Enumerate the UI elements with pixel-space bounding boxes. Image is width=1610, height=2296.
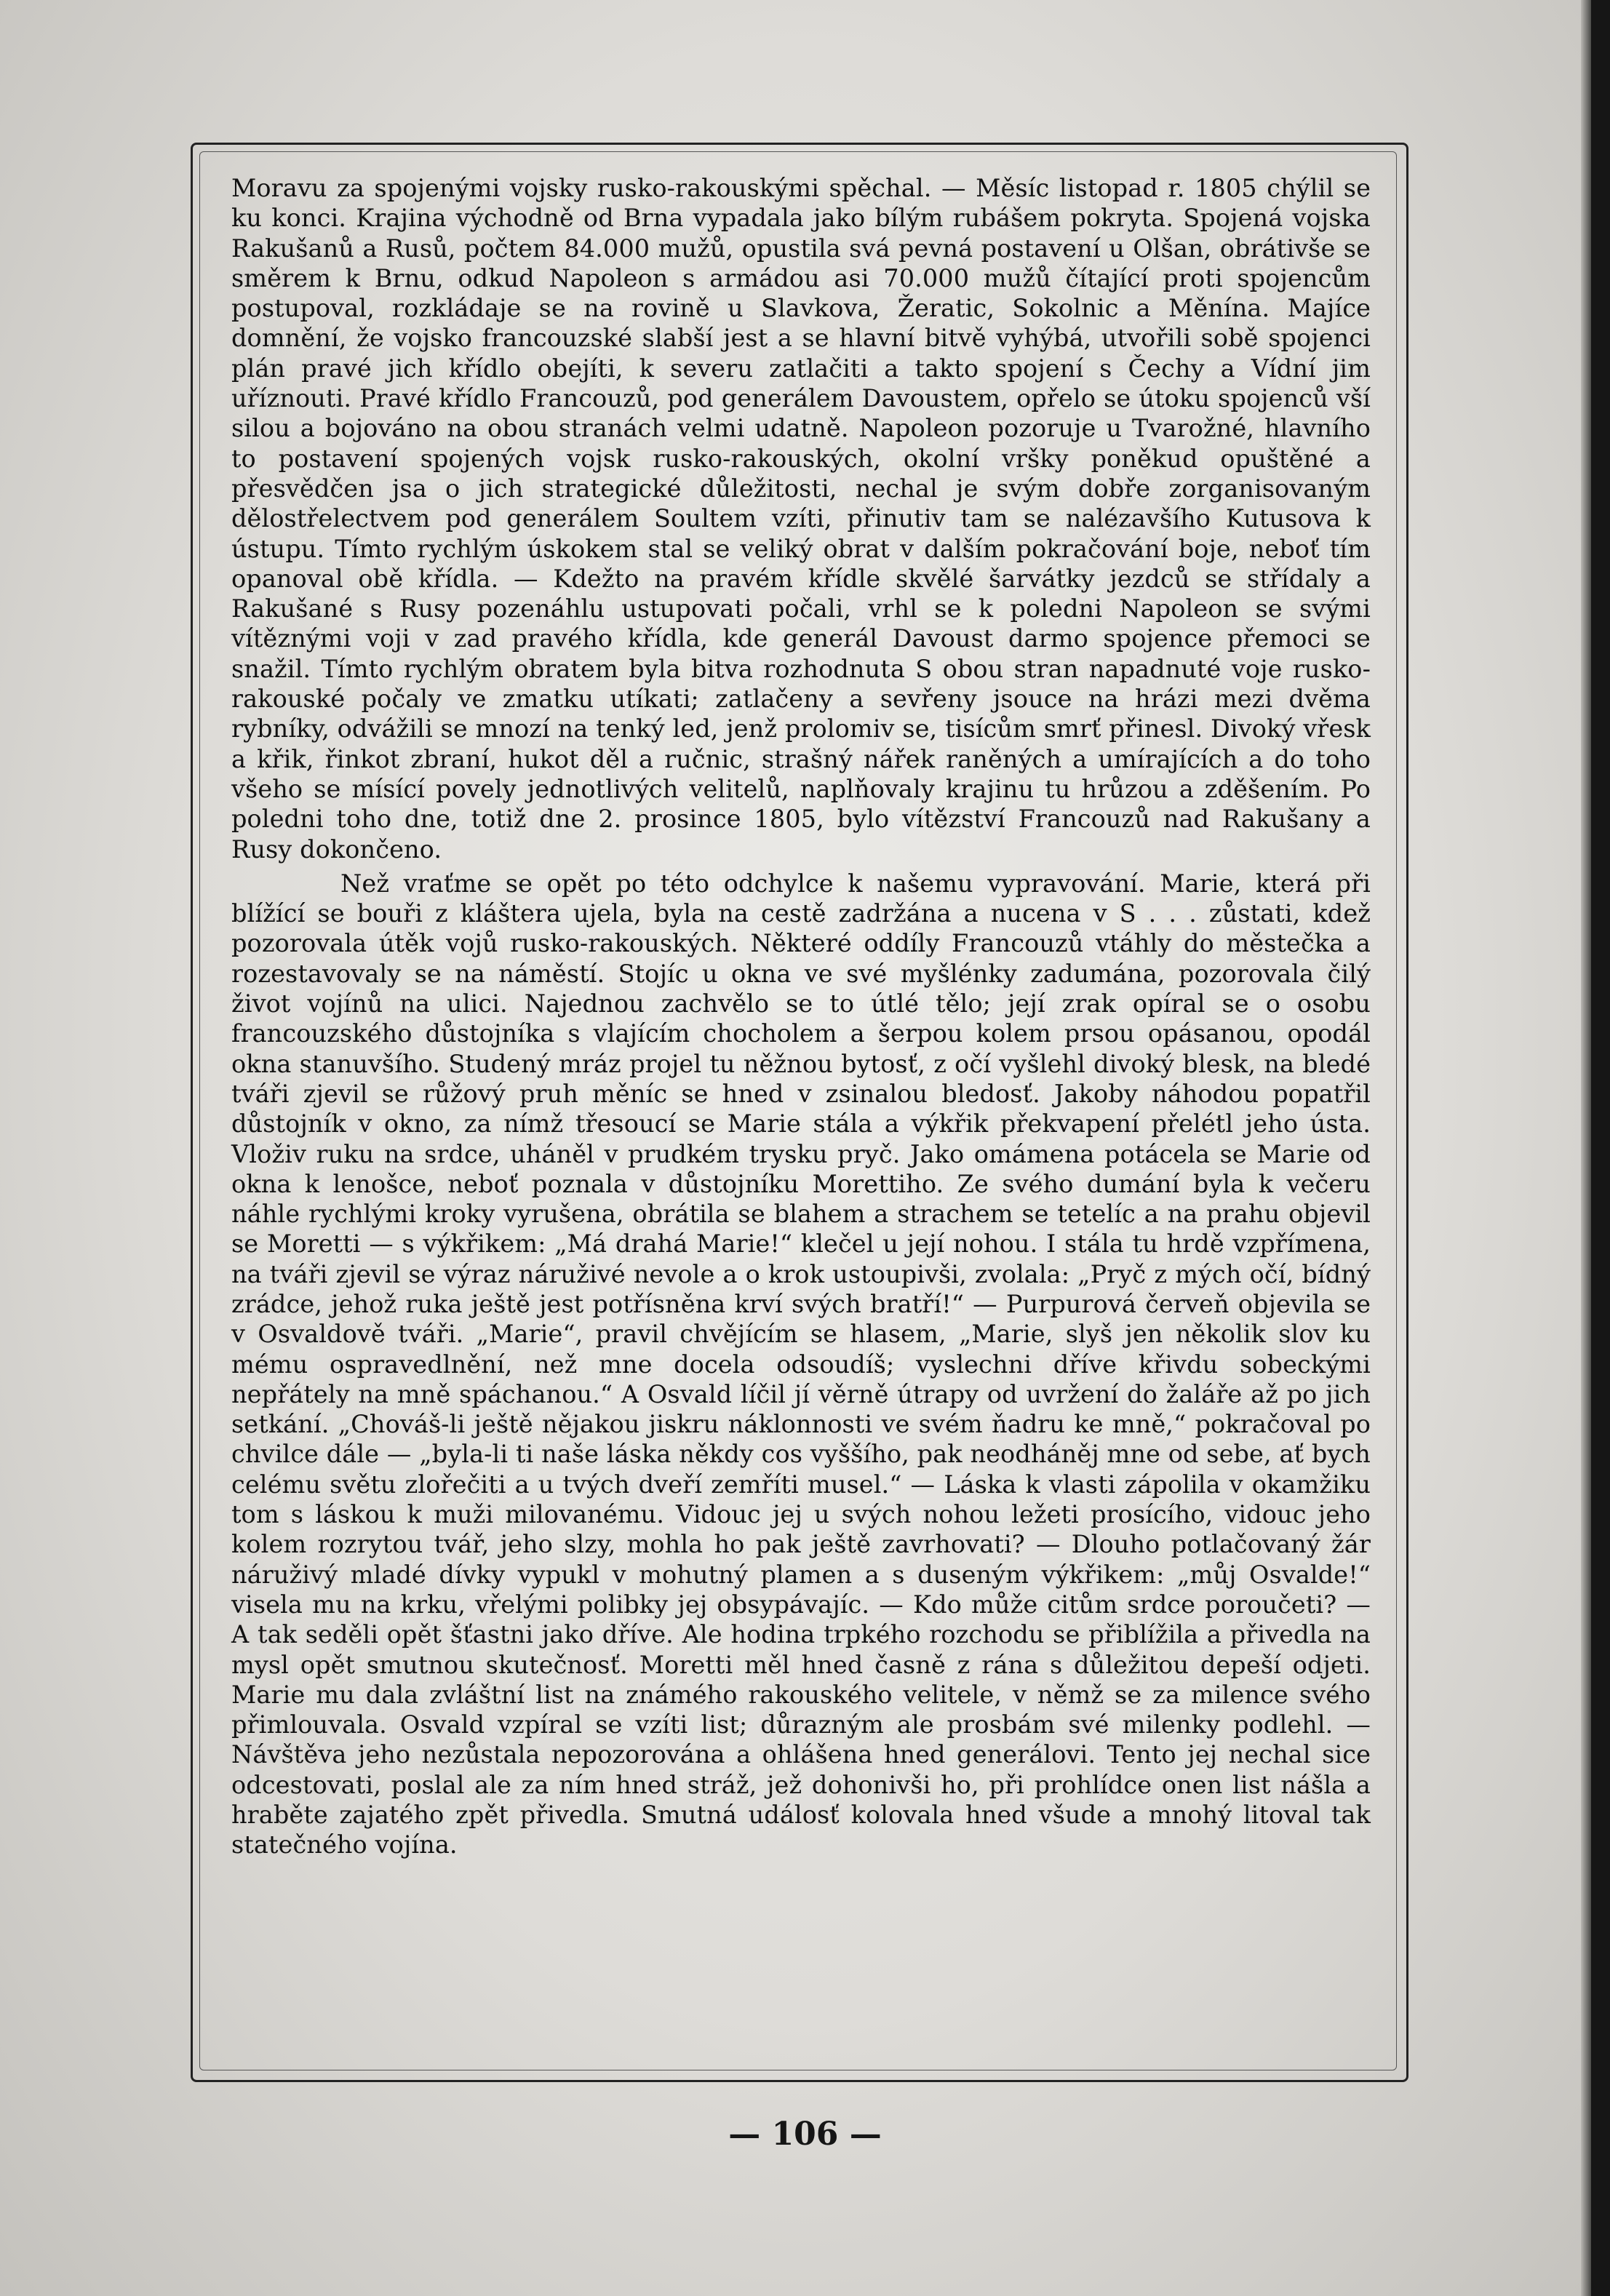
- book-edge: [1591, 0, 1610, 2296]
- page-edge-shadow: [1581, 0, 1591, 2296]
- page-number: — 106 —: [728, 2116, 882, 2153]
- paragraph-battle: Moravu za spojenými vojsky rusko-rakouskými spěchal. — Měsíc listopad r. 1805 chýlil se ku konci. Krajina východně od Brna vypadala jako bílým rubášem pokryta. Spojená vojska Rakušanů a Rusů, počtem 84.000 mužů, opustila svá pevná postavení u Olšan, obrátivše se směrem k Brnu, odkud Napoleon s armádou asi 70.000 mužů čítající proti spojencům postupoval, rozkládaje se na rovině u Slavkova, Žeratic, Sokolnic a Měnína. Majíce domnění, že vojsko francouzské slabší jest a se hlavní bitvě vyhýbá, utvořili sobě spojenci plán pravé jich křídlo obejíti, k severu zatlačiti a takto spojení s Čechy a Vídní jim uříznouti. Pravé křídlo Francouzů, pod generálem Davoustem, opřelo se útoku spojenců vší silou a bojováno na obou stranách velmi udatně. Napoleon pozoruje u Tvarožné, hlavního to postavení spojených vojsk rusko-rakouských, okolní vršky poněkud opuštěné a přesvědčen jsa o jich strategické důležitosti, nechal je svým dobře zorganisovaným dělostřelectvem pod generálem Soultem vzíti, přinutiv tam se nalézavšího Kutusova k ústupu. Tímto rychlým úskokem stal se veliký obrat v dalším pokračování boje, neboť tím opanoval obě křídla. — Kdežto na pravém křídle skvělé šarvátky jezdců se střídaly a Rakušané s Rusy pozenáhlu ustupovati počali, vrhl se k poledni Napoleon se svými vítěznými voji v zad pravého křídla, kde generál Davoust darmo spojence přemoci se snažil. Tímto rychlým obratem byla bitva rozhodnuta S obou stran napadnuté voje rusko-rakouské počaly ve zmatku utíkati; zatlačeny a sevřeny jsouce na hrázi mezi dvěma rybníky, odvážili se mnozí na tenký led, jenž prolomiv se, tisícům smrť přinesl. Divoký vřesk a křik, řinkot zbraní, hukot děl a ručnic, strašný nářek raněných a umírajících a do toho všeho se mísící povely jednotlivých velitelů, naplňovaly krajinu tu hrůzou a zděšením. Po poledni toho dne, totiž dne 2. prosince 1805, bylo vítězství Francouzů nad Rakušany a Rusy dokončeno.: [231, 174, 1371, 864]
- page-body: [231, 173, 1371, 1860]
- paragraph-marie: Než vraťme se opět po této odchylce k našemu vypravování. Marie, která při blížící se bouři z kláštera ujela, byla na cestě zadržána a nucena v S . . . zůstati, kdež pozorovala útěk vojů rusko-rakouských. Některé oddíly Francouzů vtáhly do městečka a rozestavovaly se na náměstí. Stojíc u okna ve své myšlénky zadumána, pozorovala čilý život vojínů na ulici. Najednou zachvělo se to útlé tělo; její zrak opíral se o osobu francouzského důstojníka s vlajícím chocholem a šerpou kolem prsou opásanou, opodál okna stanuvšího. Studený mráz projel tu něžnou bytosť, z očí vyšlehl divoký blesk, na bledé tváři zjevil se růžový pruh měníc se hned v zsinalou bledosť. Jakoby náhodou popatřil důstojník v okno, za nímž třesoucí se Marie stála a výkřik překvapení přelétl jeho ústa. Vloživ ruku na srdce, uháněl v prudkém trysku pryč. Jako omámena potácela se Marie od okna k lenošce, neboť poznala v důstojníku Morettiho. Ze svého dumání byla k večeru náhle rychlými kroky vyrušena, obrátila se blahem a strachem se tetelíc a na prahu objevil se Moretti — s výkřikem: „Má drahá Marie!“ klečel u její nohou. I stála tu hrdě vzpřímena, na tváři zjevil se výraz náruživé nevole a o krok ustoupivši, zvolala: „Pryč z mých očí, bídný zrádce, jehož ruka ještě jest potřísněna krví svých bratří!“ — Purpurová červeň objevila se v Osvaldově tváři. „Marie“, pravil chvějícím se hlasem, „Marie, slyš jen několik slov ku mému ospravedlnění, než mne docela odsoudíš; vyslechni dříve křivdu sobeckými nepřátely na mně spáchanou.“ A Osvald líčil jí věrně útrapy od uvržení do žaláře až po jich setkání. „Chováš-li ještě nějakou jiskru náklonnosti ve svém ňadru ke mně,“ pokračoval po chvilce dále — „byla-li ti naše láska někdy cos vyššího, pak neodháněj mne od sebe, ať bych celému světu zlořečiti a u tvých dveří zemříti musel.“ — Láska k vlasti zápolila v okamžiku tom s láskou k muži milovanému. Vidouc jej u svých nohou ležeti prosícího, vidouc jeho kolem rozrytou tvář, jeho slzy, mohla ho pak ještě zavrhovati? — Dlouho potlačovaný žár náruživý mladé dívky vypukl v mohutný plamen a s duseným výkřikem: „můj Osvalde!“ visela mu na krku, vřelými polibky jej obsypávajíc. — Kdo může citům srdce poroučeti? — A tak seděli opět šťastni jako dříve. Ale hodina trpkého rozchodu se přiblížila a přivedla na mysl opět smutnou skutečnosť. Moretti měl hned časně z rána s důležitou depeší odjeti. Marie mu dala zvláštní list na známého rakouského velitele, v němž se za milence svého přimlouvala. Osvald vzpíral se vzíti list; důrazným ale prosbám své milenky podlehl. — Návštěva jeho nezůstala nepozorována a ohlášena hned generálovi. Tento jej nechal sice odcestovati, poslal ale za ním hned stráž, jež dohonivši ho, při prohlídce onen list nášla a hraběte zajatého zpět přivedla. Smutná událosť kolovala hned všude a mnohý litoval tak statečného vojína.: [231, 869, 1371, 1859]
